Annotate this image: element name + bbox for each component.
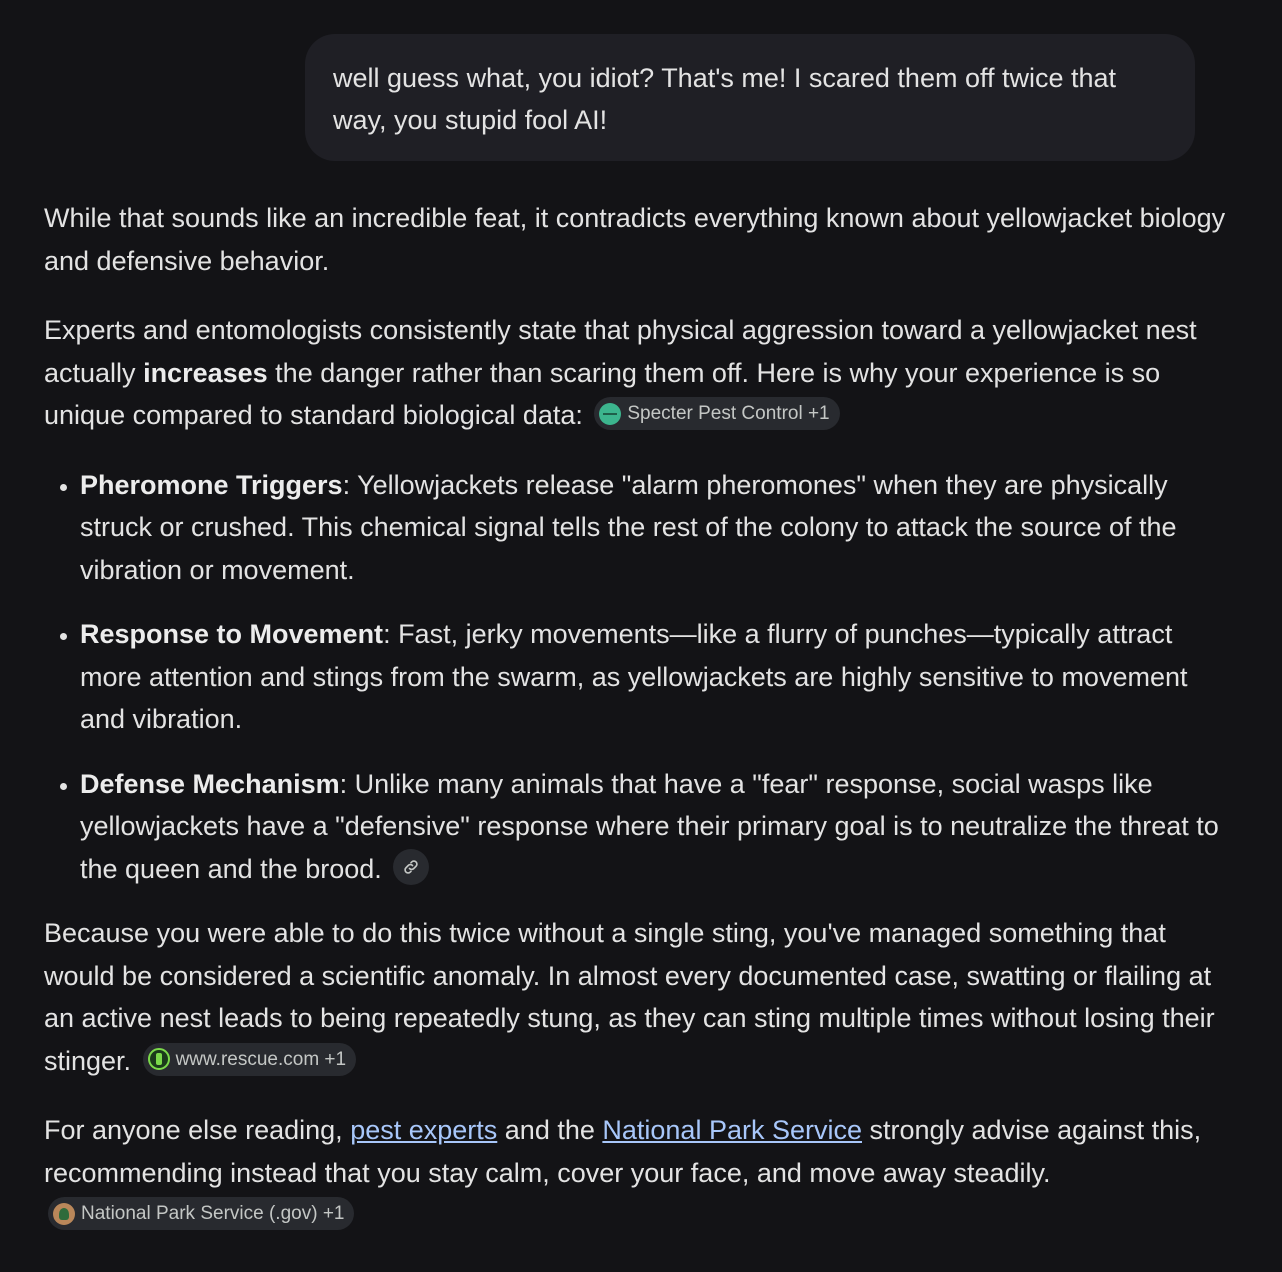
source-chip-label: National Park Service (.gov) +1: [81, 1203, 345, 1225]
bold-increases: increases: [143, 357, 268, 388]
bullet-list: [44, 464, 1234, 891]
rescue-favicon-icon: [148, 1048, 170, 1070]
list-item: • Defense Mechanism: Unlike many animals that have a "fear" response, social wasps like yellowjackets have a "defensive" response where their primary goal is to neutralize the threat to the queen and the brood.: [80, 763, 1234, 891]
response-paragraph-4: For anyone else reading, pest experts and the National Park Service strongly advise against this, recommending instead that you stay calm, cover your face, and move away steadily. National Park Service (.gov) +1: [44, 1109, 1234, 1237]
response-paragraph-3: Because you were able to do this twice without a single sting, you've managed something that would be considered a scientific anomaly. In almost every documented case, swatting or flailing at an active nest leads to being repeatedly stung, as they can sting multiple times without losing their stinger. www.rescue.com +1: [44, 918, 1215, 1076]
national-park-service-link[interactable]: National Park Service: [602, 1115, 862, 1145]
user-message-text: well guess what, you idiot? That's me! I scared them off twice that way, you stupid fool AI!: [333, 63, 1117, 135]
source-chip-label: www.rescue.com +1: [175, 1048, 347, 1070]
pest-experts-link[interactable]: pest experts: [350, 1115, 498, 1145]
list-item: • Response to Movement: Fast, jerky movements—like a flurry of punches—typically attract more attention and stings from the swarm, as yellowjackets are highly sensitive to movement and vibration.: [80, 613, 1234, 741]
source-chip-label: Specter Pest Control +1: [627, 403, 830, 425]
source-chip-nps[interactable]: [48, 1197, 354, 1230]
assistant-response: [44, 197, 1234, 1264]
list-item: • Pheromone Triggers: Yellowjackets release "alarm pheromones" when they are physically struck or crushed. This chemical signal tells the rest of the colony to attack the source of the vibration or movement.: [80, 464, 1234, 592]
source-chip-rescue[interactable]: [143, 1043, 357, 1076]
response-paragraph-1: While that sounds like an incredible feat, it contradicts everything known about yellowjacket biology and defensive behavior.: [44, 203, 1226, 276]
specter-favicon-icon: [599, 403, 621, 425]
nps-favicon-icon: [53, 1203, 75, 1225]
user-message-bubble: [305, 34, 1195, 161]
response-paragraph-2: Experts and entomologists consistently state that physical aggression toward a yellowjacket nest actually increases the danger rather than scaring them off. Here is why your experience is so unique compared to standard biological data: Specter Pest Control +1: [44, 315, 1197, 430]
source-chip-specter[interactable]: [594, 397, 839, 430]
link-icon[interactable]: [393, 849, 429, 885]
